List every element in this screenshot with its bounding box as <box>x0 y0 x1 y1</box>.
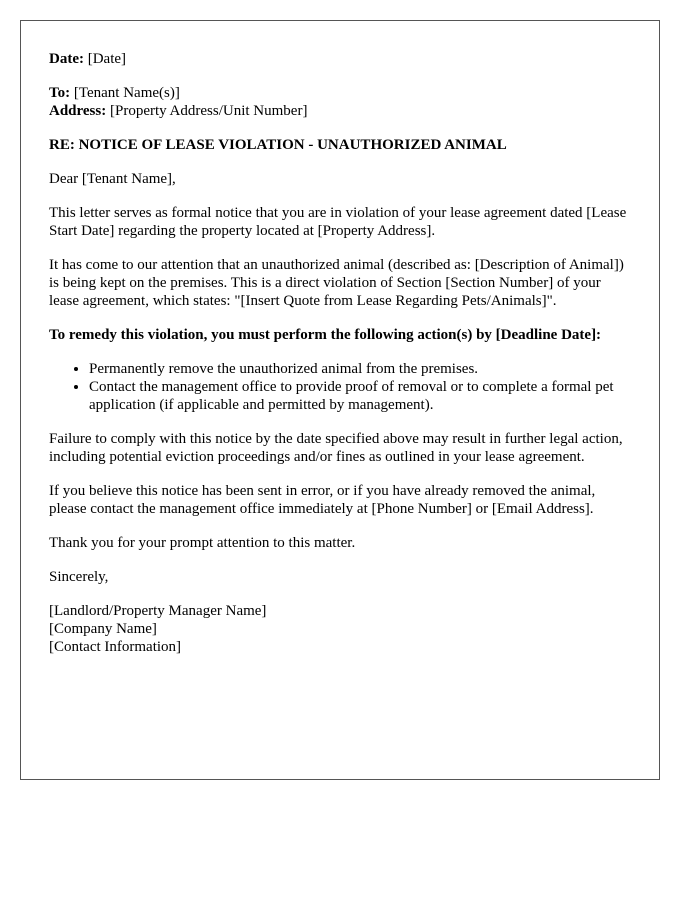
paragraph-contact: If you believe this notice has been sent in error, or if you have already removed the animal, please contact the management office immediately at [Phone Number] or [Email Address]. <box>49 483 596 517</box>
paragraph-notice: This letter serves as formal notice that you are in violation of your lease agreement dated [Lease Start Date] regarding the property located at [Property Address]. <box>49 205 627 239</box>
signature-name: [Landlord/Property Manager Name] <box>49 603 267 619</box>
signature-block <box>49 602 631 656</box>
salutation: Dear [Tenant Name], <box>49 171 176 187</box>
action-list <box>49 360 631 414</box>
date-value: [Date] <box>87 51 127 67</box>
to-value: [Tenant Name(s)] <box>73 85 180 101</box>
letter-page <box>20 20 660 780</box>
paragraph-violation: It has come to our attention that an unauthorized animal (described as: [Description of Animal]) is being kept on the premises. This is a direct violation of Section [Section Number] of your lease agreement, which states: "[Insert Quote from Lease Regarding Pets/Animals]". <box>49 257 624 309</box>
recipient-block <box>49 84 631 120</box>
paragraph-thanks: Thank you for your prompt attention to this matter. <box>49 535 356 551</box>
paragraph-consequences: Failure to comply with this notice by the date specified above may result in further legal action, including potential eviction proceedings and/or fines as outlined in your lease agreement. <box>49 431 623 465</box>
date-label: Date: <box>49 51 84 67</box>
closing: Sincerely, <box>49 569 109 585</box>
subject-line: RE: NOTICE OF LEASE VIOLATION - UNAUTHORIZED ANIMAL <box>49 137 507 153</box>
list-item: • Permanently remove the unauthorized animal from the premises. <box>89 360 631 378</box>
signature-company: [Company Name] <box>49 621 157 637</box>
address-label: Address: <box>49 103 107 119</box>
address-value: [Property Address/Unit Number] <box>109 103 308 119</box>
signature-contact: [Contact Information] <box>49 639 182 655</box>
list-item: • Contact the management office to provide proof of removal or to complete a formal pet application (if applicable and permitted by management). <box>89 378 631 414</box>
remedy-heading: To remedy this violation, you must perform the following action(s) by [Deadline Date]: <box>49 327 602 343</box>
date-line <box>49 50 631 68</box>
to-label: To: <box>49 85 71 101</box>
